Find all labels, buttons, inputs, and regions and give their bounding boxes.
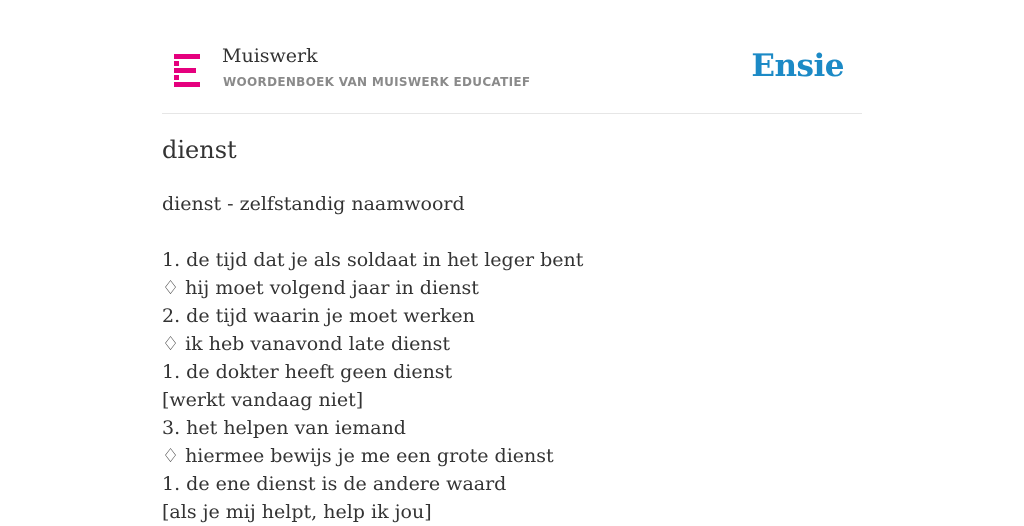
definition-line: 1. de ene dienst is de andere waard — [162, 473, 507, 495]
definition-line: ♢ ik heb vanavond late dienst — [162, 333, 451, 355]
definition-line: 2. de tijd waarin je moet werken — [162, 305, 475, 327]
definition-line: 1. de tijd dat je als soldaat in het leger bent — [162, 249, 584, 271]
definition-line: 1. de dokter heeft geen dienst — [162, 361, 453, 383]
entry-title: dienst — [162, 136, 237, 164]
definition-line — [162, 218, 583, 246]
site-subtitle: WOORDENBOEK VAN MUISWERK EDUCATIEF — [223, 75, 531, 89]
definition-line: 3. het helpen van iemand — [162, 417, 406, 439]
definition-line: ♢ hij moet volgend jaar in dienst — [162, 277, 479, 299]
entry-definition — [162, 190, 583, 526]
page-wrapper — [162, 0, 862, 523]
definition-line: [als je mij helpt, help ik jou] — [162, 501, 432, 523]
site-header — [162, 0, 862, 114]
stacked-e-logo-icon[interactable] — [174, 54, 200, 88]
definition-line: [werkt vandaag niet] — [162, 389, 364, 411]
definition-line: dienst - zelfstandig naamwoord — [162, 193, 465, 215]
ensie-logo-link[interactable]: Ensie — [751, 48, 844, 84]
definition-line: ♢ hiermee bewijs je me een grote dienst — [162, 445, 554, 467]
site-name[interactable]: Muiswerk — [222, 45, 318, 67]
